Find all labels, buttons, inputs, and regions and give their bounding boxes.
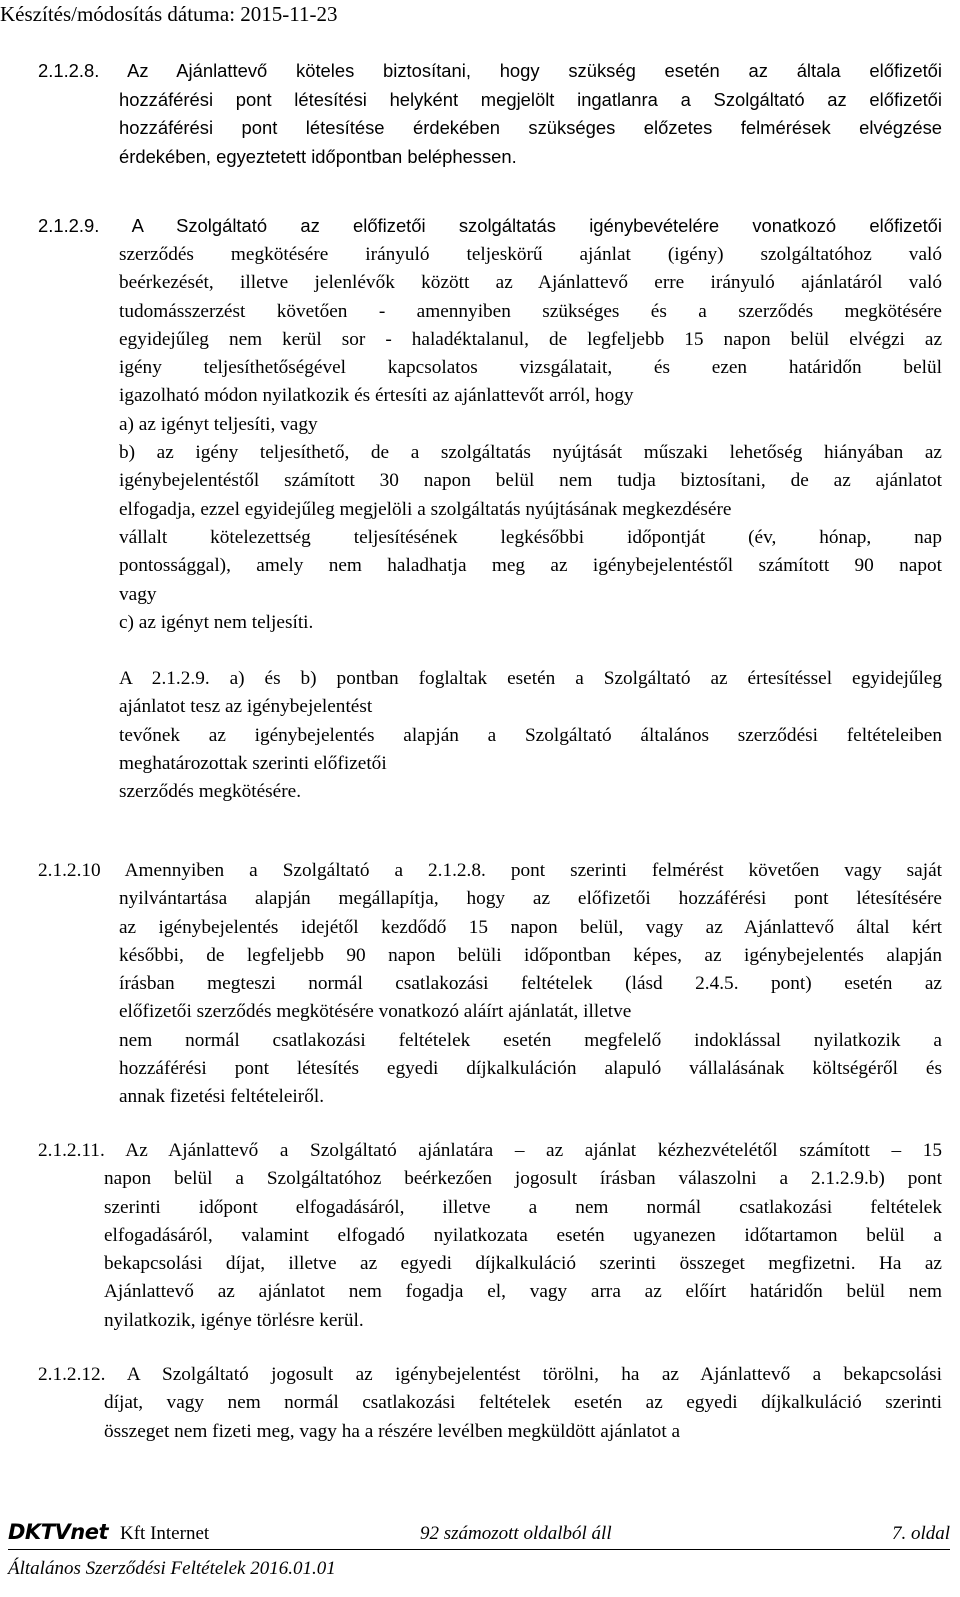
section-2-1-2-8 [38, 57, 942, 171]
section-line: elfogadásáról, valamint elfogadó nyilatkozata esetén ugyanezen időtartamon belül a [104, 1224, 942, 1246]
section-line: 2.1.2.11. Az Ajánlattevő a Szolgáltató ajánlatára – az ajánlat kézhezvételétől számított – 15 [38, 1140, 942, 1161]
section-line: Ajánlattevő az ajánlatot nem fogadja el, vagy arra az előírt határidőn belül nem [104, 1281, 942, 1303]
section-line: 2.1.2.12. A Szolgáltató jogosult az igénybejelentést törölni, ha az Ajánlattevő a bekapcsolási [38, 1364, 942, 1385]
section-line: 2.1.2.10 Amennyiben a Szolgáltató a 2.1.2.8. pont szerinti felmérést követően vagy saját [38, 860, 942, 881]
section-line: későbbi, de legfeljebb 90 napon belüli időpontban képes, az igénybejelentés alapján [119, 944, 942, 966]
dktvnet-logo: DKTVnet [8, 1520, 109, 1544]
section-line: pontossággal), amely nem haladhatja meg az igénybejelentéstől számított 90 napot [119, 555, 942, 577]
section-line: hozzáférési pont létesítési helyként megjelölt ingatlanra a Szolgáltató az előfizetői [119, 88, 942, 110]
section-line: nyilatkozik, igénye törlésre kerül. [104, 1309, 364, 1331]
list-item-b: b) az igény teljesíthető, de a szolgáltatás nyújtását műszaki lehetőség hiányában az [119, 442, 942, 464]
page-number: 7. oldal [891, 1523, 950, 1544]
section-line: elfogadja, ezzel egyidejűleg megjelöli a szolgáltatás nyújtásának megkezdésére [119, 498, 732, 520]
section-line: egyidejűleg nem kerül sor - haladéktalanul, de legfeljebb 15 napon belül elvégzi az [119, 328, 942, 350]
section-line: 2.1.2.9. A Szolgáltató az előfizetői szolgáltatás igénybevételére vonatkozó előfizetői [38, 215, 942, 236]
section-line: bekapcsolási díjat, illetve az egyedi díjkalkuláció szerinti összeget megfizetni. Ha az [104, 1253, 942, 1275]
section-line: összeget nem fizeti meg, vagy ha a részére levélben megküldött ajánlatot a [104, 1420, 681, 1442]
section-line: hozzáférési pont létesítése érdekében szükséges előzetes felmérések elvégzése [119, 117, 942, 138]
section-line: szerződés megkötésére. [119, 781, 302, 803]
section-line: szerinti időpont elfogadásáról, illetve a nem normál csatlakozási feltételek [104, 1196, 942, 1218]
document-title-footer: Általános Szerződési Feltételek 2016.01.01 [8, 1558, 336, 1579]
section-line: A 2.1.2.9. a) és b) pontban foglaltak esetén a Szolgáltató az értesítéssel egyidejűleg [119, 668, 942, 690]
section-line: vállalt kötelezettség teljesítésének legkésőbbi időpontját (év, hónap, nap [119, 526, 942, 548]
section-line: érdekében, egyeztetett időpontban beléphessen. [119, 145, 517, 167]
list-item-c: c) az igényt nem teljesíti. [119, 611, 314, 633]
section-2-1-2-11 [38, 1137, 942, 1335]
section-line: írásban megteszi normál csatlakozási feltételek (lásd 2.4.5. pont) esetén az [119, 973, 942, 995]
section-line: beérkezését, illetve jelenlévők között az Ajánlattevő erre irányuló ajánlatáról való [119, 272, 942, 294]
section-line: ajánlatot tesz az igénybejelentést [119, 696, 373, 718]
list-item-a: a) az igényt teljesíti, vagy [119, 413, 318, 435]
section-line: meghatározottak szerinti előfizetői [119, 753, 387, 775]
footer [8, 1520, 950, 1551]
section-line: tevőnek az igénybejelentés alapján a Szolgáltató általános szerződési feltételeiben [119, 724, 942, 746]
section-line: hozzáférési pont létesítés egyedi díjkalkuláción alapuló vállalásának költségéről és [119, 1058, 942, 1080]
section-line: 2.1.2.8. Az Ajánlattevő köteles biztosítani, hogy szükség esetén az általa előfizetői [38, 60, 942, 81]
section-line: vagy [119, 583, 157, 605]
section-line: nem normál csatlakozási feltételek esetén megfelelő indoklással nyilatkozik a [119, 1029, 942, 1051]
section-line: nyilvántartása alapján megállapítja, hogy az előfizetői hozzáférési pont létesítésére [119, 888, 942, 910]
section-line: igény teljesíthetőségével kapcsolatos vizsgálatait, és ezen határidőn belül [119, 357, 942, 379]
section-line: napon belül a Szolgáltatóhoz beérkezően jogosult írásban válaszolni a 2.1.2.9.b) pont [104, 1168, 942, 1190]
section-line: előfizetői szerződés megkötésére vonatkozó aláírt ajánlatát, illetve [119, 1001, 632, 1023]
revision-date-header: Készítés/módosítás dátuma: 2015-11-23 [0, 2, 338, 26]
section-line: szerződés megkötésére irányuló teljeskörű ajánlat (igény) szolgáltatóhoz való [119, 244, 942, 265]
section-line: igénybejelentéstől számított 30 napon belül nem tudja biztosítani, de az ajánlatot [119, 470, 942, 492]
section-line: tudomásszerzést követően - amennyiben szükséges és a szerződés megkötésére [119, 300, 942, 322]
section-line: annak fizetési feltételeiről. [119, 1086, 325, 1108]
section-2-1-2-10 [38, 857, 942, 1112]
section-2-1-2-9 [119, 241, 942, 807]
company-label: Kft Internet [120, 1523, 210, 1544]
section-line: az igénybejelentés idejétől kezdődő 15 napon belül, vagy az Ajánlattevő által kért [119, 916, 942, 938]
section-line: díjat, vagy nem normál csatlakozási feltételek esetén az egyedi díjkalkuláció szerinti [104, 1392, 942, 1414]
section-line: igazolható módon nyilatkozik és értesíti az ajánlattevőt arról, hogy [119, 385, 634, 407]
footer-divider [8, 1549, 950, 1550]
page-count-note: 92 számozott oldalból áll [420, 1523, 612, 1544]
section-2-1-2-9-first-line [38, 212, 942, 241]
section-2-1-2-12 [38, 1361, 942, 1446]
